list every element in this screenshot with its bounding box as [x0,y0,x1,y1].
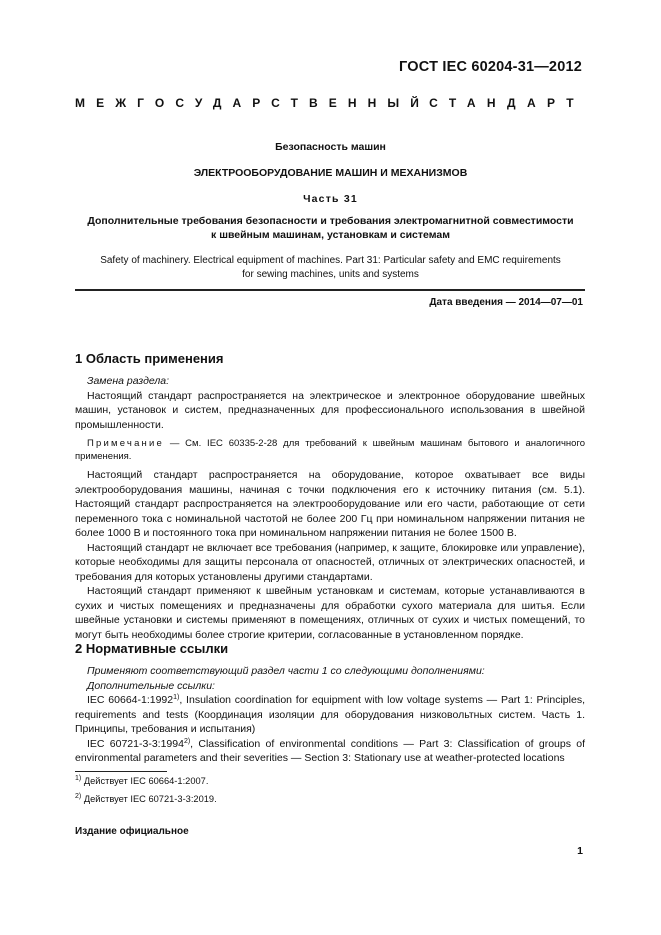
section-1-body [75,374,585,642]
english-line-2: for sewing machines, units and systems [242,268,419,280]
apply-text: Применяют соответствующий раздел части 1 со следующими дополнениями: [87,665,485,677]
section-2-body [75,664,585,766]
title-safety: Безопасность машин [275,141,386,153]
standard-word: СТАНДАРТ [429,96,585,110]
scope-note [75,437,585,463]
footnote-mark: 2) [75,793,82,800]
footnote-2 [75,794,217,804]
reference-iec-60721 [75,737,585,766]
scope-paragraph-2: Настоящий стандарт распространяется на оборудование, которое охватывает все виды электрооборудования машины, начиная с точки подключения его к источнику питания (см. 5.1). Настоящий стандарт распространяется на электрооборудование или его части, работающие от сети переменного тока с номинальной частотой не более 200 Гц при номинальном напряжении питания не более 1000 В и постоянного тока при номинальном напряжении питания не более 1500 В. [75,469,585,539]
page-number: 1 [577,845,583,857]
scope-paragraph-1: Настоящий стандарт распространяется на электрическое и электронное оборудование швейных машин, установок и систем, предназначенных для профессионального использования в швейной промышленности. [75,389,585,431]
title-divider [75,289,585,291]
title-part: Часть 31 [303,193,358,205]
replace-label: Замена раздела: [87,375,170,387]
reference-iec-60664 [75,693,585,737]
section-1-heading: 1 Область применения [75,351,224,366]
interstate-word: МЕЖГОСУДАРСТВЕННЫЙ [75,96,430,110]
note-text: — См. IEC 60335-2-28 для требований к швейным машинам бытового и аналогичного применения. [75,438,586,462]
introduction-date: Дата введения — 2014—07—01 [429,297,583,308]
footnote-ref: 1) [173,694,180,701]
footnote-ref: 2) [183,737,191,745]
official-edition: Издание официальное [75,826,189,837]
subtitle-line-2: к швейным машинам, установкам и системам [211,229,450,241]
footnote-divider [75,771,167,772]
additional-references-label: Дополнительные ссылки: [87,679,215,692]
section-2-heading: 2 Нормативные ссылки [75,641,229,656]
document-number: ГОСТ IEC 60204-31—2012 [399,59,582,75]
reference-text: , Insulation coordination for equipment with low voltage systems — Part 1: Principles, requirements and tests (Координация изоляции для оборудования низковольтных систем. Часть 1. Принципы, требования и испытания) [75,694,585,735]
title-english [60,254,601,281]
title-subtitle [60,214,601,242]
footnote-text: Действует IEC 60721-3-3:2019. [81,794,217,804]
subtitle-line-1: Дополнительные требования безопасности и требования электромагнитной совместимости [87,215,574,227]
footnote-mark: 1) [75,775,82,782]
reference-code: IEC 60664-1:1992 [87,694,174,706]
title-main: ЭЛЕКТРООБОРУДОВАНИЕ МАШИН И МЕХАНИЗМОВ [193,167,468,179]
scope-paragraph-3: Настоящий стандарт не включает все требования (например, к защите, блокировке или управление), которые необходимы для защиты персонала от опасностей, отличных от электрических опасностей, и требования для которых установлены другими стандартами. [75,541,585,583]
reference-text: , Classification of environmental conditions — Part 3: Classification of groups of environmental parameters and their severities — Section 3: Stationary use at weather-protected locations [75,737,585,764]
english-line-1: Safety of machinery. Electrical equipment of machines. Part 31: Particular safety and EMC requirements [100,255,561,266]
note-label: Примечание [87,438,164,449]
scope-paragraph-4: Настоящий стандарт применяют к швейным установкам и системам, которые устанавливаются в сухих и чистых помещениях и предназначены для обработки сухого материала для шитья. Если швейные установки и системы применяют в помещениях, отличных от сухих и чистых помещений, то могут быть необходимы более строгие критерии, согласованные в установленном порядке. [75,585,585,641]
footnote-1 [75,776,208,786]
reference-code: IEC 60721-3-3:1994 [87,737,184,750]
footnote-text: Действует IEC 60664-1:2007. [81,776,209,786]
